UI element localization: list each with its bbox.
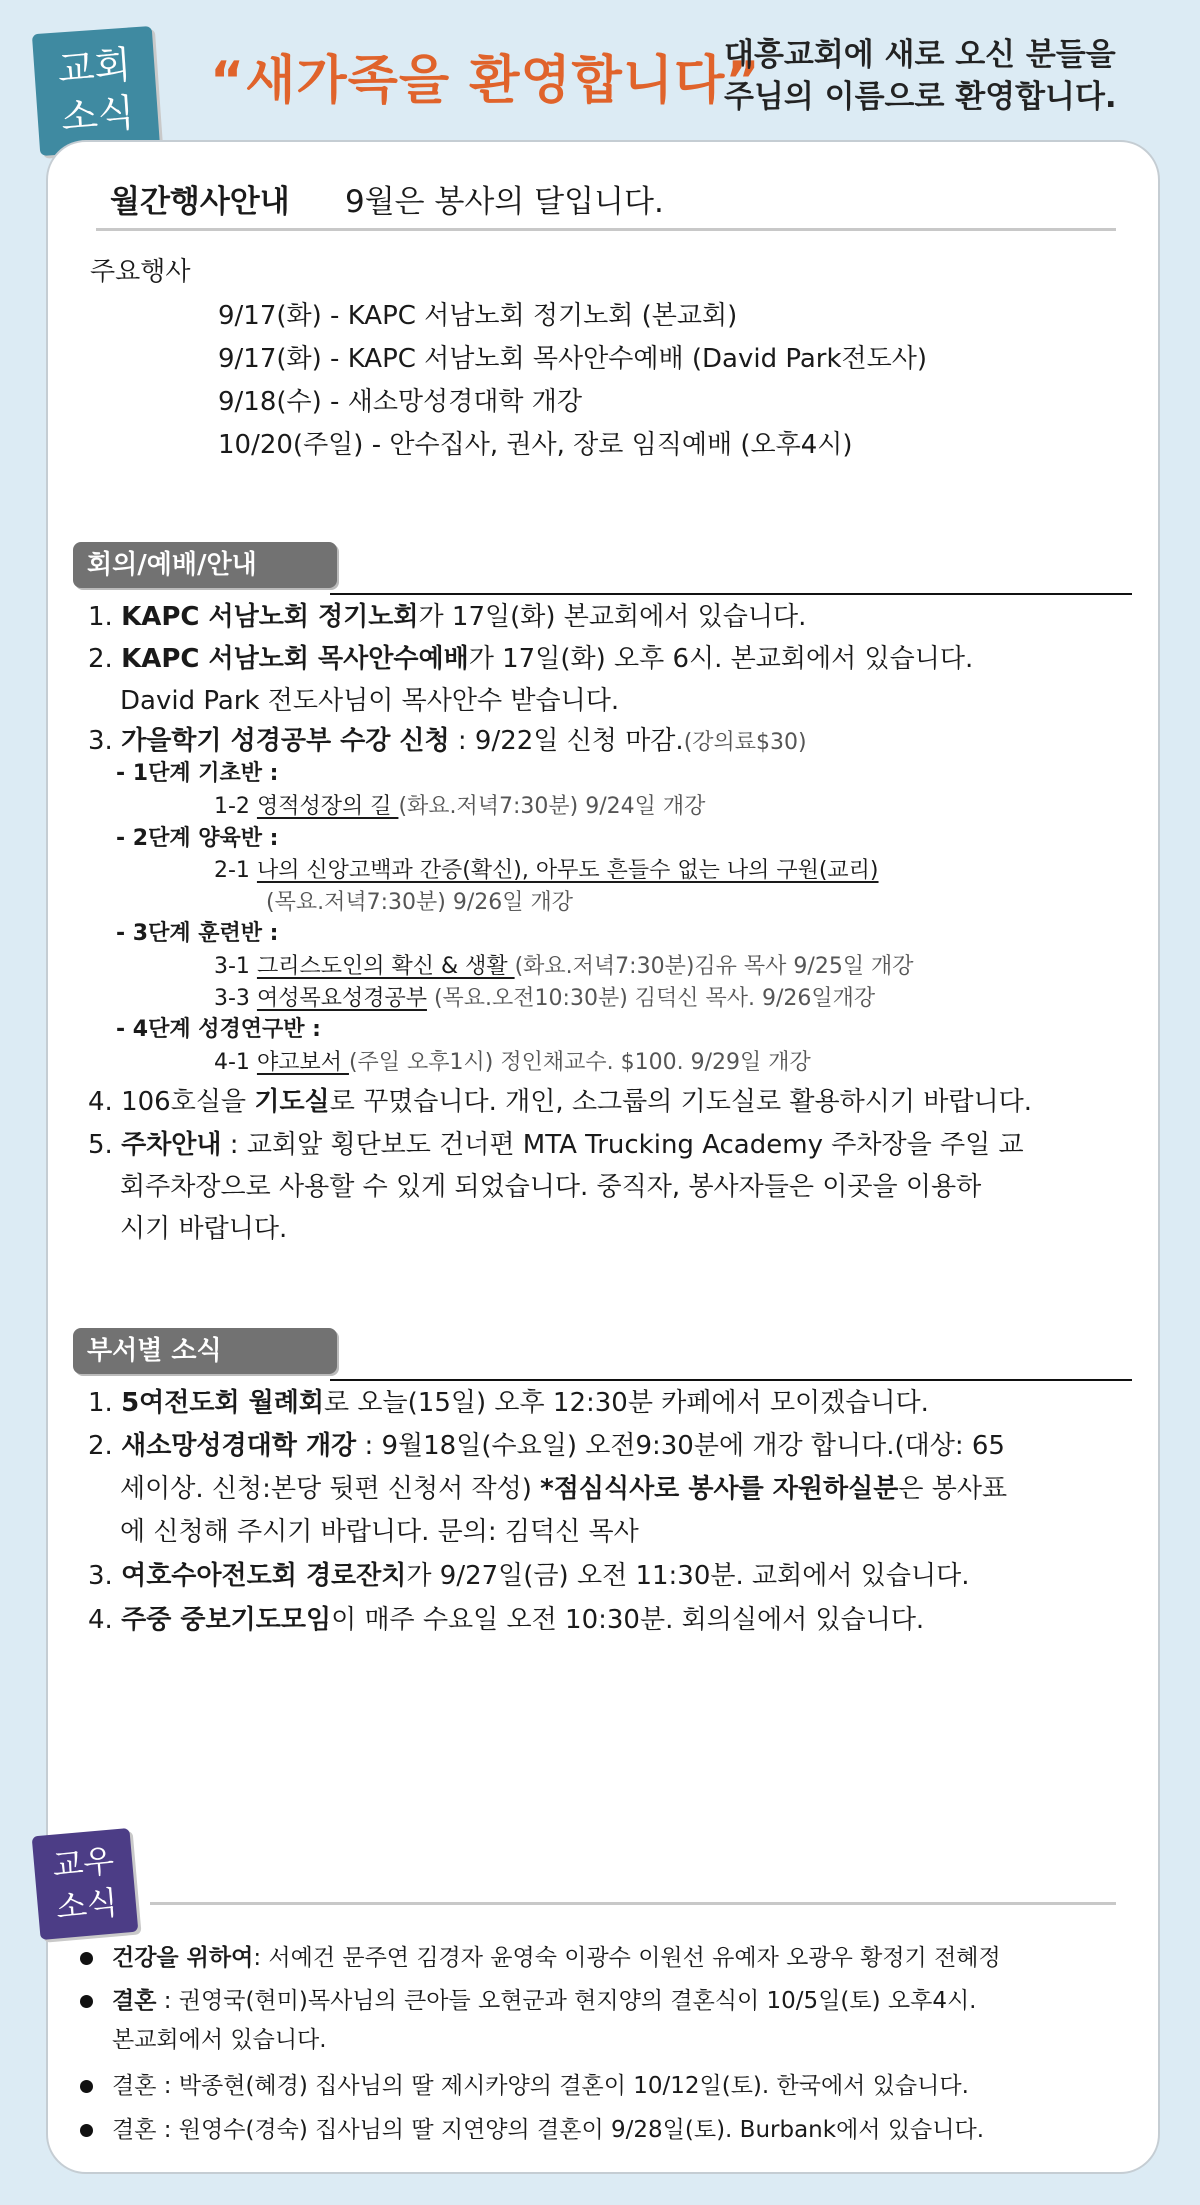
events-label: 주요행사 [90, 257, 191, 287]
monthly-divider [96, 228, 1116, 231]
course-item-detail: (목요.저녁7:30분) 9/26일 개강 [266, 890, 573, 915]
bullet-icon [80, 1952, 93, 1965]
course-level-label: - 1단계 기초반 : [116, 761, 279, 786]
notice-item: 1. KAPC 서남노회 정기노회가 17일(화) 본교회에서 있습니다. [88, 602, 807, 632]
church-news-tag [32, 26, 160, 156]
notice-item: 3. 가을학기 성경공부 수강 신청 : 9/22일 신청 마감.(강의료$30) [88, 726, 807, 756]
member-item: 결혼 : 박종현(혜경) 집사님의 딸 제시카양의 결혼이 10/12일(토). 한국에서 있습니다. [112, 2073, 969, 2099]
notice-item-continued: David Park 전도사님이 목사안수 받습니다. [120, 686, 620, 716]
bullet-icon [80, 2080, 93, 2093]
department-item-continued: 에 신청해 주시기 바랍니다. 문의: 김덕신 목사 [120, 1517, 639, 1547]
course-level-label: - 3단계 훈련반 : [116, 921, 279, 946]
department-item-continued: 세이상. 신청:본당 뒷편 신청서 작성) *점심식사로 봉사를 자원하실분은 봉사표 [120, 1474, 1008, 1504]
member-tag-line-2: 소식 [54, 1883, 120, 1927]
member-tag-line-1: 교우 [50, 1841, 116, 1885]
event-item: 9/18(수) - 새소망성경대학 개강 [218, 387, 583, 417]
course-level-label: - 4단계 성경연구반 : [116, 1017, 321, 1042]
course-item: 3-1 그리스도인의 확신 & 생활 (화요.저녁7:30분)김유 목사 9/25일 개강 [214, 954, 914, 979]
notice-item-continued: 시기 바랍니다. [120, 1214, 288, 1244]
meeting-section-rule [330, 593, 1132, 595]
tag-line-2: 소식 [59, 90, 136, 140]
welcome-message-line-1: 대흥교회에 새로 오신 분들을 [724, 37, 1116, 73]
tag-line-1: 교회 [56, 42, 133, 92]
department-item: 3. 여호수아전도회 경로잔치가 9/27일(금) 오전 11:30분. 교회에서 있습니다. [88, 1561, 970, 1591]
department-section-badge: 부서별 소식 [73, 1328, 337, 1374]
event-item: 9/17(화) - KAPC 서남노회 목사안수예배 (David Park전도사) [218, 344, 928, 374]
bullet-icon [80, 1995, 93, 2008]
member-news-tag [32, 1828, 139, 1940]
event-item: 10/20(주일) - 안수집사, 권사, 장로 임직예배 (오후4시) [218, 430, 853, 460]
member-divider [150, 1902, 1116, 1905]
member-item-continued: 본교회에서 있습니다. [112, 2027, 327, 2053]
course-level-label: - 2단계 양육반 : [116, 826, 279, 851]
department-section-rule [330, 1379, 1132, 1381]
notice-item-continued: 회주차장으로 사용할 수 있게 되었습니다. 중직자, 봉사자들은 이곳을 이용하 [120, 1172, 982, 1202]
department-item: 4. 주중 중보기도모임이 매주 수요일 오전 10:30분. 회의실에서 있습니다. [88, 1605, 925, 1635]
course-item: 4-1 야고보서 (주일 오후1시) 정인채교수. $100. 9/29일 개강 [214, 1050, 811, 1075]
notice-item: 4. 106호실을 기도실로 꾸몄습니다. 개인, 소그룹의 기도실로 활용하시기 바랍니다. [88, 1087, 1032, 1117]
course-item: 2-1 나의 신앙고백과 간증(확신), 아무도 흔들수 없는 나의 구원(교리) [214, 858, 879, 883]
welcome-message-line-2: 주님의 이름으로 환영합니다. [724, 79, 1117, 115]
department-item: 1. 5여전도회 월례회로 오늘(15일) 오후 12:30분 카페에서 모이겠습니다. [88, 1388, 929, 1418]
course-item: 1-2 영적성장의 길 (화요.저녁7:30분) 9/24일 개강 [214, 794, 706, 819]
notice-item: 2. KAPC 서남노회 목사안수예배가 17일(화) 오후 6시. 본교회에서 있습니다. [88, 644, 974, 674]
welcome-title: “새가족을 환영합니다” [210, 51, 761, 111]
department-item: 2. 새소망성경대학 개강 : 9월18일(수요일) 오전9:30분에 개강 합니다.(대상: 65 [88, 1431, 1005, 1461]
meeting-section-badge: 회의/예배/안내 [73, 542, 337, 588]
member-item: 건강을 위하여: 서예건 문주연 김경자 윤영숙 이광수 이원선 유예자 오광우 황정기 전혜정 [112, 1945, 1001, 1971]
monthly-theme: 9월은 봉사의 달입니다. [345, 184, 664, 220]
notice-item: 5. 주차안내 : 교회앞 횡단보도 건너편 MTA Trucking Academy 주차장을 주일 교 [88, 1130, 1024, 1160]
member-item: 결혼 : 권영국(현미)목사님의 큰아들 오현군과 현지양의 결혼식이 10/5일(토) 오후4시. [112, 1988, 977, 2014]
course-item: 3-3 여성목요성경공부 (목요.오전10:30분) 김덕신 목사. 9/26일개강 [214, 986, 876, 1011]
monthly-events-title: 월간행사안내 [110, 184, 290, 220]
welcome-message [724, 34, 1117, 118]
member-item: 결혼 : 원영수(경숙) 집사님의 딸 지연양의 결혼이 9/28일(토). Burbank에서 있습니다. [112, 2117, 985, 2143]
bullet-icon [80, 2124, 93, 2137]
event-item: 9/17(화) - KAPC 서남노회 정기노회 (본교회) [218, 301, 738, 331]
